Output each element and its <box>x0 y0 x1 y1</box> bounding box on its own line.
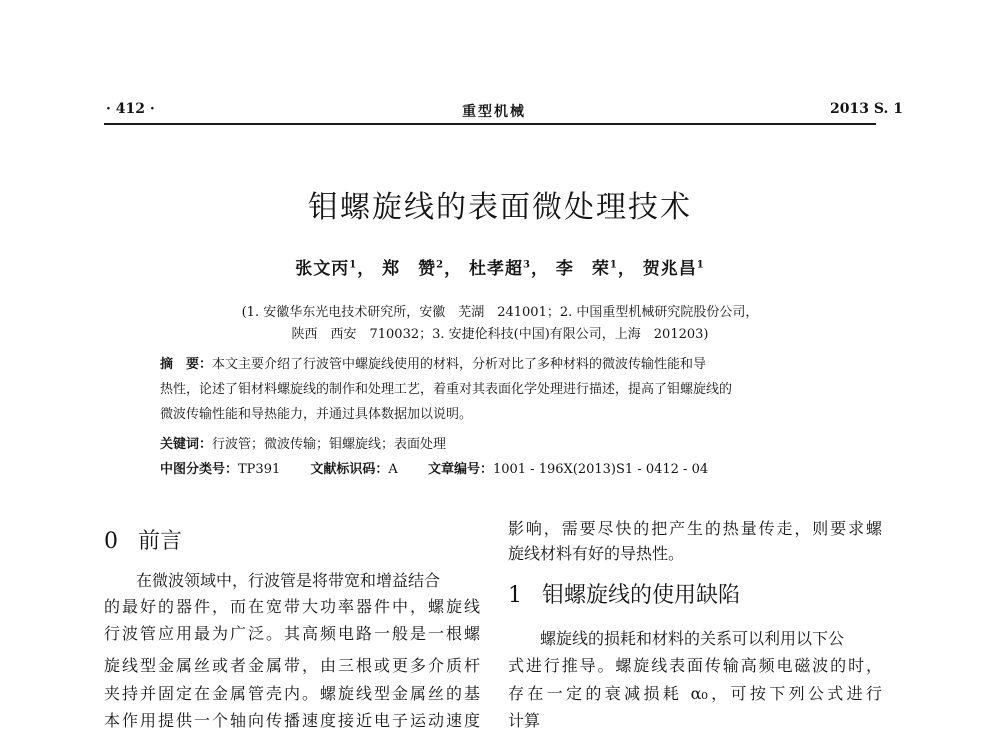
article-number: 1001 - 196X(2013)S1 - 0412 - 04 <box>492 462 709 477</box>
body-line: 影响，需要尽快的把产生的热量传走，则要求螺 <box>508 519 882 538</box>
paper-title: 钼螺旋线的表面微处理技术 <box>308 190 692 225</box>
author: 贺兆昌$^1$ <box>642 259 705 279</box>
keywords-label: 关键词： <box>160 437 213 452</box>
section-heading: 0 前言 <box>104 529 183 554</box>
body-line: 螺旋线的损耗和材料的关系可以利用以下公 <box>540 629 845 648</box>
author: 张文丙$^1$ <box>295 259 358 279</box>
issue-number: 2013 S. 1 <box>830 101 903 117</box>
author: 杜孝超$^3$ <box>469 259 531 279</box>
body-line: 夹持并固定在金属管壳内。螺旋线型金属丝的基 <box>104 684 480 703</box>
section-heading: 1 钼螺旋线的使用缺陷 <box>508 583 741 608</box>
abstract-line: 热性，论述了钼材料螺旋线的制作和处理工艺，着重对其表面化学处理进行描述，提高了钼螺旋线的 <box>160 382 733 397</box>
clc-number: TP391 <box>238 462 281 477</box>
affiliation-line: 陕西 西安 710032；3. 安捷伦科技(中国)有限公司，上海 201203) <box>291 327 709 342</box>
doc-code: A <box>388 462 398 477</box>
affiliation-line: (1. 安徽华东光电技术研究所，安徽 芜湖 241001；2. 中国重型机械研究院股份公司， <box>241 305 759 320</box>
author: 郑 赞$^2$ <box>382 259 445 279</box>
classification-line: 中图分类号：TP391 文献标识码：A 文章编号：1001 - 196X(2013)S1 - 0412 - 04 <box>160 462 709 477</box>
keywords: 关键词：行波管；微波传输；钼螺旋线；表面处理 <box>160 437 447 452</box>
body-line: 行波管应用最为广泛。其高频电路一般是一根螺 <box>104 624 480 643</box>
body-line: 旋线型金属丝或者金属带，由三根或更多介质杆 <box>104 656 480 675</box>
body-line: 存在一定的衰减损耗 α₀，可按下列公式进行 <box>508 684 882 703</box>
body-line: 计算 <box>508 711 541 730</box>
body-line: 在微波领域中，行波管是将带宽和增益结合 <box>136 571 441 590</box>
header-rule <box>104 123 876 125</box>
author: 李 荣$^1$ <box>555 259 618 279</box>
body-line: 旋线材料有好的导热性。 <box>508 544 685 563</box>
journal-name: 重型机械 <box>462 104 526 120</box>
page-number: · 412 · <box>106 101 155 117</box>
abstract-label: 摘 要： <box>160 357 213 372</box>
abstract-line: 摘 要：本文主要介绍了行波管中螺旋线使用的材料，分析对比了多种材料的微波传输性能和导 <box>160 357 707 372</box>
body-line: 本作用提供一个轴向传播速度接近电子运动速度 <box>104 711 480 730</box>
abstract-line: 微波传输性能和导热能力，并通过具体数据加以说明。 <box>160 407 473 422</box>
author-list: 张文丙$^1$， 郑 赞$^2$， 杜孝超$^3$， 李 荣$^1$， 贺兆昌$^1$ <box>295 259 705 279</box>
body-line: 的最好的器件，而在宽带大功率器件中，螺旋线 <box>104 597 480 616</box>
body-line: 式进行推导。螺旋线表面传输高频电磁波的时， <box>508 656 882 675</box>
